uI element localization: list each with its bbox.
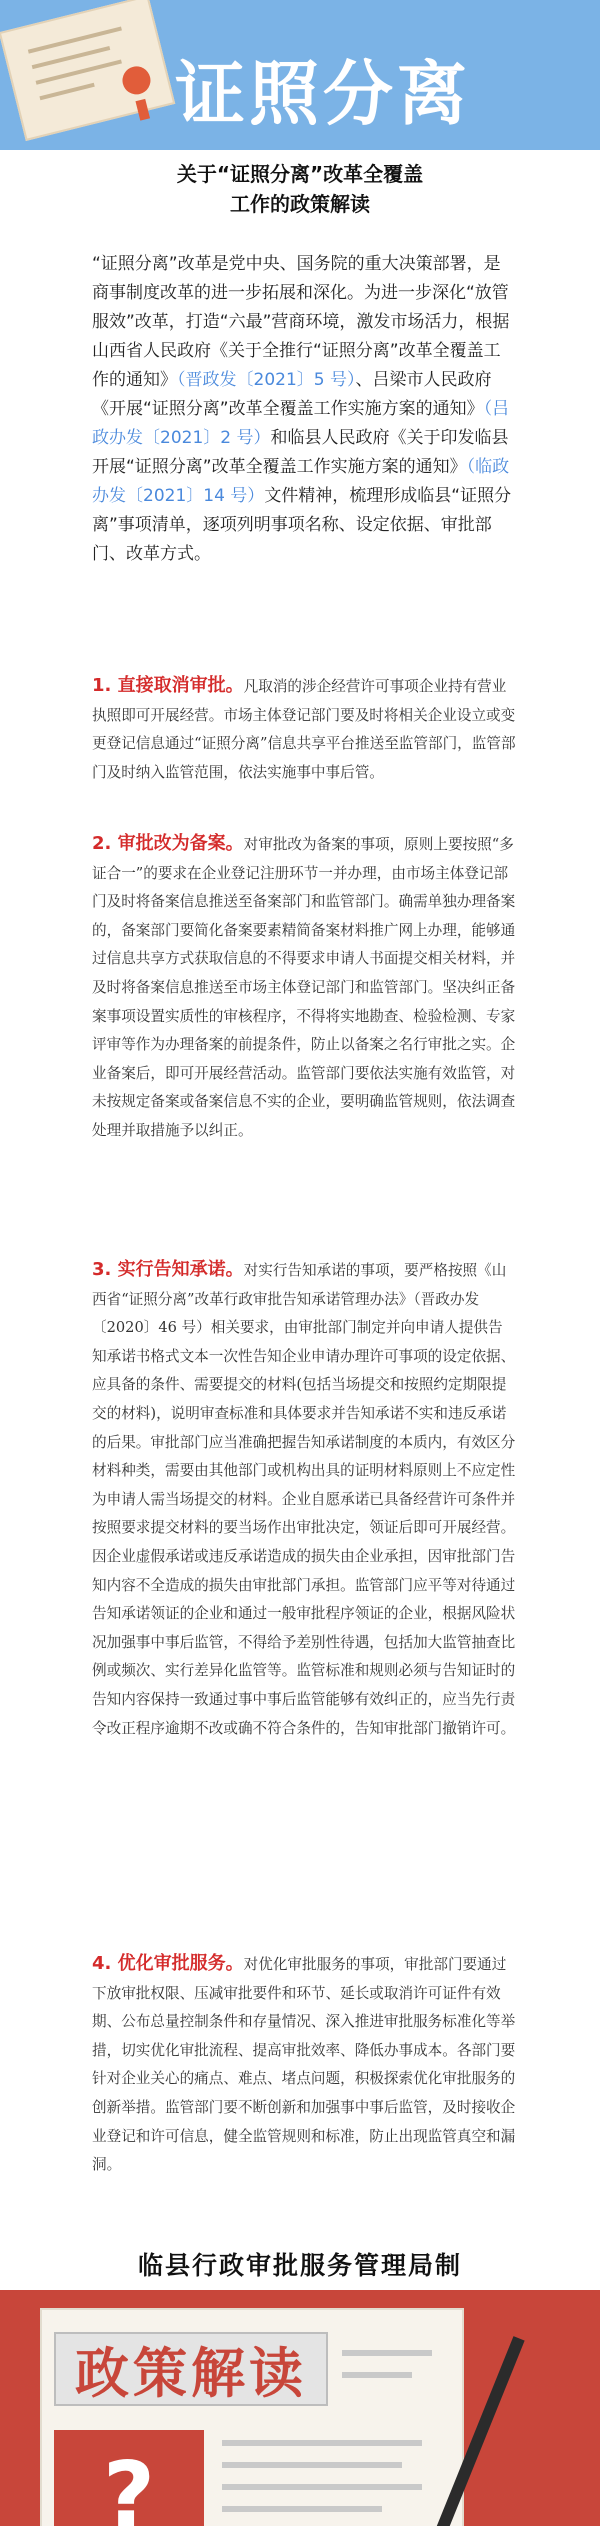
intro-ref-1: （晋政发〔2021〕5 号） xyxy=(177,370,356,390)
section-heading: 2. 审批改为备案。 xyxy=(92,833,244,854)
banner-title: 证照分离 xyxy=(175,53,471,135)
intro-ref-2: （吕政办发〔2021〕2 号） xyxy=(92,399,510,448)
headline-line2: 工作的政策解读 xyxy=(230,192,370,216)
section-heading: 3. 实行告知承诺。 xyxy=(92,1259,244,1280)
section-body: 对审批改为备案的事项，原则上要按照“多证合一”的要求在企业登记注册环节一并办理，由市场主体登记部门及时将备案信息推送至备案部门和监管部门。确需单独办理备案的，备案部门要简化备案要素精简备案材料推广网上办理，能够通过信息共享方式获取信息的不得要求申请人书面提交相关材料，并及时将备案信息推送至市场主体登记部门和监管部门。坚决纠正备案事项设置实质性的审核程序，不得将实地勘查、检验检测、专家评审等作为办理备案的前提条件，防止以备案之名行审批之实。企业备案后，即可开展经营活动。监管部门要依法实施有效监管，对未按规定备案或备案信息不实的企业，要明确监管规则，依法调查处理并取措施予以纠正。 xyxy=(92,836,516,1139)
intro-text-4: 文件精神，梳理形成临县“证照分离”事项清单，逐项列明事项名称、设定依据、审批部门、改革方式。 xyxy=(92,486,512,564)
intro-ref-3: （临政办发〔2021〕14 号） xyxy=(92,457,510,506)
seal-icon xyxy=(119,63,153,97)
section-4 xyxy=(92,1950,517,2180)
question-mark-icon: ? xyxy=(54,2430,204,2526)
policy-badge: 政策解读 xyxy=(54,2332,328,2406)
section-body: 对实行告知承诺的事项，要严格按照《山西省“证照分离”改革行政审批告知承诺管理办法》（晋政办发〔2020〕46 号）相关要求，由审批部门制定并向申请人提供告知承诺书格式文本一次性告知企业申请办理许可事项的设定依据、应具备的条件、需要提交的材料(包括当场提交和按照约定期限提交的材料)，说明审查标准和具体要求并告知承诺不实和违反承诺的后果。审批部门应当准确把握告知承诺制度的本质内，有效区分材料种类，需要由其他部门或机构出具的证明材料原则上不应定性为申请人需当场提交的材料。企业自愿承诺已具备经营许可条件并按照要求提交材料的要当场作出审批决定，领证后即可开展经营。因企业虚假承诺或违反承诺造成的损失由企业承担，因审批部门告知内容不全造成的损失由审批部门承担。监管部门应平等对待通过告知承诺领证的企业和通过一般审批程序领证的企业，根据风险状况加强事中事后监管，不得给予差别性待遇，包括加大监管抽查比例或频次、实行差异化监管等。监管标准和规则必须与告知证时的告知内容保持一致通过事中事后监管能够有效纠正的，应当先行责令改正程序逾期不改或确不符合条件的，告知审批部门撤销许可。 xyxy=(92,1262,516,1737)
intro-text-1: “证照分离”改革是党中央、国务院的重大决策部署，是商事制度改革的进一步拓展和深化。为进一步深化“放管服效”改革，打造“六最”营商环境，激发市场活力，根据山西省人民政府《关于全推行“证照分离”改革全覆盖工作的通知》 xyxy=(92,254,510,390)
headline-line1: 关于“证照分离”改革全覆盖 xyxy=(176,162,424,186)
section-body: 对优化审批服务的事项，审批部门要通过下放审批权限、压减审批要件和环节、延长或取消许可证件有效期、公布总量控制条件和存量情况、深入推进审批服务标准化等举措，切实优化审批流程、提高审批效率、降低办事成本。各部门要针对企业关心的痛点、难点、堵点问题，积极探索优化审批服务的创新举措。监管部门要不断创新和加强事中事后监管，及时接收企业登记和许可信息，健全监管规则和标准，防止出现监管真空和漏洞。 xyxy=(92,1956,516,2174)
intro-text-3: 和临县人民政府《关于印发临县开展“证照分离”改革全覆盖工作实施方案的通知》 xyxy=(92,428,509,477)
certificate-icon xyxy=(0,0,175,141)
section-heading: 4. 优化审批服务。 xyxy=(92,1953,244,1974)
section-heading: 1. 直接取消审批。 xyxy=(92,675,244,696)
issuing-organization: 临县行政审批服务管理局制 xyxy=(137,2251,462,2280)
section-2 xyxy=(92,830,517,1146)
policy-interpretation-graphic xyxy=(0,2290,600,2526)
section-body: 凡取消的涉企经营许可事项企业持有营业执照即可开展经营。市场主体登记部门要及时将相关企业设立或变更登记信息通过“证照分离”信息共享平台推送至监管部门，监管部门及时纳入监管范围，依法实施事中事后管。 xyxy=(92,678,516,781)
section-1 xyxy=(92,672,517,787)
intro-text-2: 、吕梁市人民政府《开展“证照分离”改革全覆盖工作实施方案的通知》 xyxy=(92,370,492,419)
intro-paragraph xyxy=(92,250,517,569)
section-3 xyxy=(92,1256,517,1743)
banner xyxy=(0,0,600,150)
policy-document-icon xyxy=(40,2308,464,2526)
